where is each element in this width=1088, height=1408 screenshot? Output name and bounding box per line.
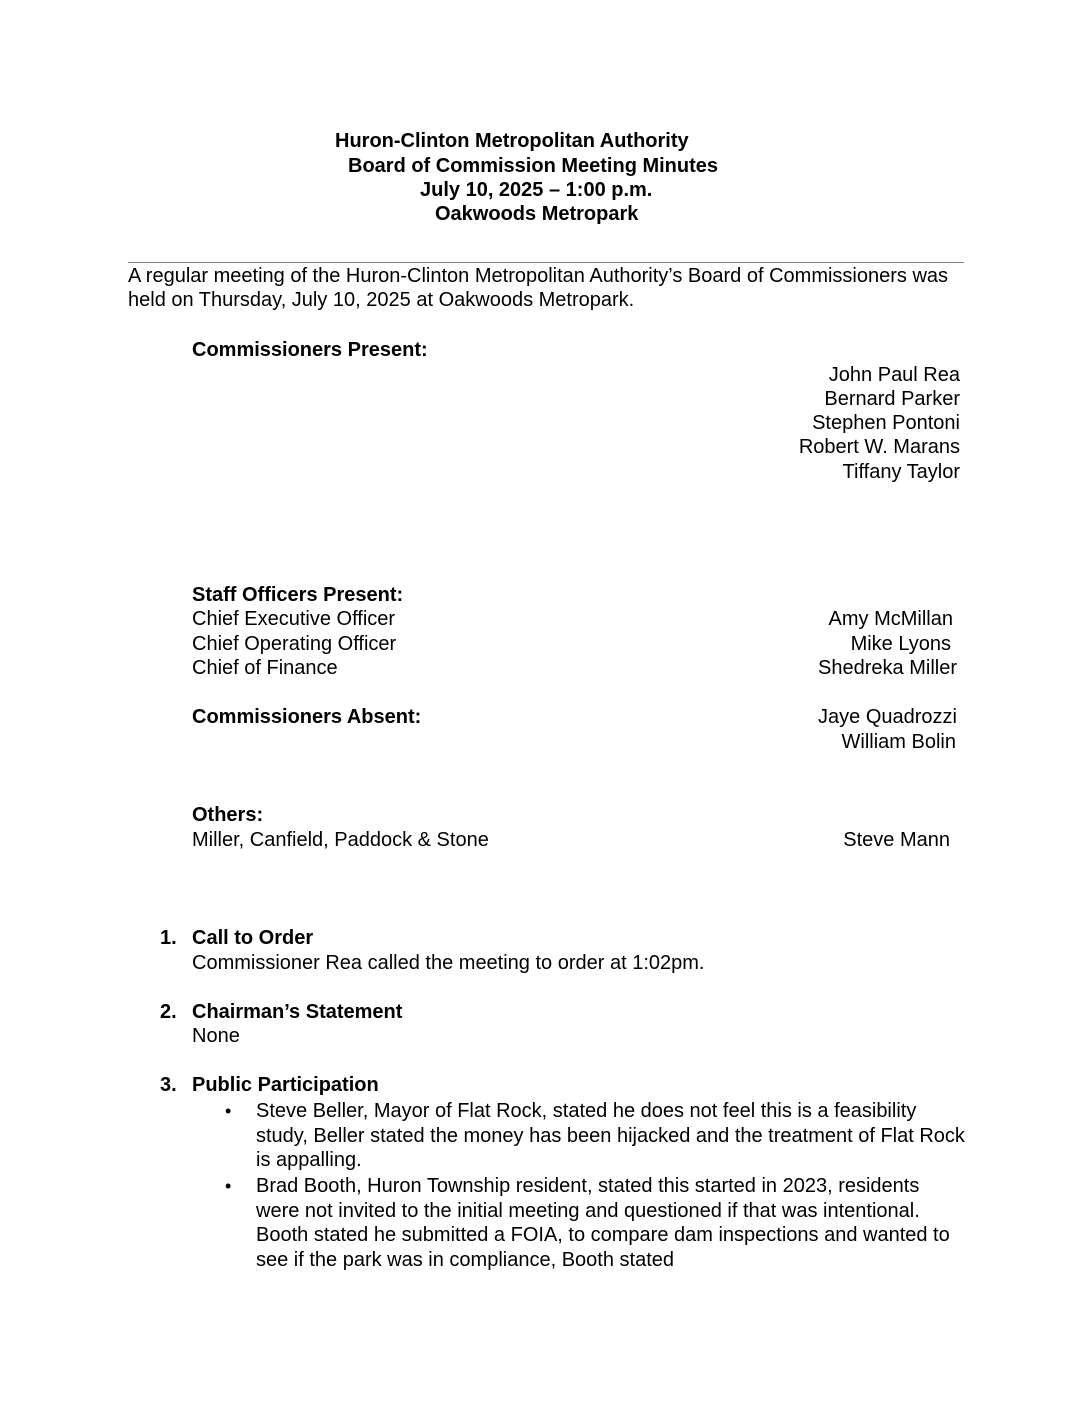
- staff-officer-title: Chief Executive Officer: [192, 608, 396, 630]
- others-heading: Others:: [192, 804, 264, 826]
- commissioner-present-name: John Paul Rea: [828, 364, 960, 386]
- others-name: Steve Mann: [843, 829, 950, 851]
- commissioner-absent-name: Jaye Quadrozzi: [818, 706, 957, 728]
- section-title-public-participation: Public Participation: [192, 1074, 379, 1096]
- section-number: 1.: [160, 927, 177, 949]
- commissioners-present-heading: Commissioners Present:: [192, 339, 428, 361]
- section-number: 3.: [160, 1074, 177, 1096]
- commissioner-absent-name: William Bolin: [841, 731, 956, 753]
- section-number: 2.: [160, 1001, 177, 1023]
- commissioner-present-name: Stephen Pontoni: [812, 412, 960, 434]
- commissioner-present-name: Bernard Parker: [824, 388, 960, 410]
- list-item: Brad Booth, Huron Township resident, stated this started in 2023, residents were not invited to the initial meeting and questioned if that was intentional. Booth stated he submitted a FOIA, to compare dam inspections and wanted to see if the park was in compliance, Booth stated: [256, 1175, 950, 1271]
- bullet-icon: •: [225, 1101, 232, 1121]
- title-authority: Huron-Clinton Metropolitan Authority: [335, 130, 689, 152]
- header-divider: [128, 262, 964, 263]
- bullet-icon: •: [225, 1176, 232, 1196]
- commissioner-present-name: Robert W. Marans: [798, 436, 960, 458]
- list-item: Steve Beller, Mayor of Flat Rock, stated he does not feel this is a feasibility study, Beller stated the money has been hijacked and the treatment of Flat Rock is appalling.: [256, 1100, 965, 1171]
- staff-officer-name: Mike Lyons: [850, 633, 951, 655]
- staff-officers-heading: Staff Officers Present:: [192, 584, 404, 606]
- title-date-time: July 10, 2025 – 1:00 p.m.: [420, 179, 653, 201]
- section-title-call-to-order: Call to Order: [192, 927, 314, 949]
- title-location: Oakwoods Metropark: [435, 203, 639, 225]
- staff-officer-title: Chief of Finance: [192, 657, 338, 679]
- section-body-chairmans-statement: None: [192, 1025, 240, 1047]
- others-organization: Miller, Canfield, Paddock & Stone: [192, 829, 489, 851]
- staff-officer-name: Amy McMillan: [828, 608, 953, 630]
- staff-officer-title: Chief Operating Officer: [192, 633, 397, 655]
- section-body-call-to-order: Commissioner Rea called the meeting to order at 1:02pm.: [192, 952, 705, 974]
- commissioner-present-name: Tiffany Taylor: [842, 461, 960, 483]
- intro-paragraph: A regular meeting of the Huron-Clinton Metropolitan Authority’s Board of Commissioners was held on Thursday, July 10, 2025 at Oakwoods Metropark.: [128, 265, 949, 311]
- section-title-chairmans-statement: Chairman’s Statement: [192, 1001, 403, 1023]
- title-meeting-minutes: Board of Commission Meeting Minutes: [348, 155, 719, 177]
- commissioners-absent-heading: Commissioners Absent:: [192, 706, 422, 728]
- staff-officer-name: Shedreka Miller: [818, 657, 957, 679]
